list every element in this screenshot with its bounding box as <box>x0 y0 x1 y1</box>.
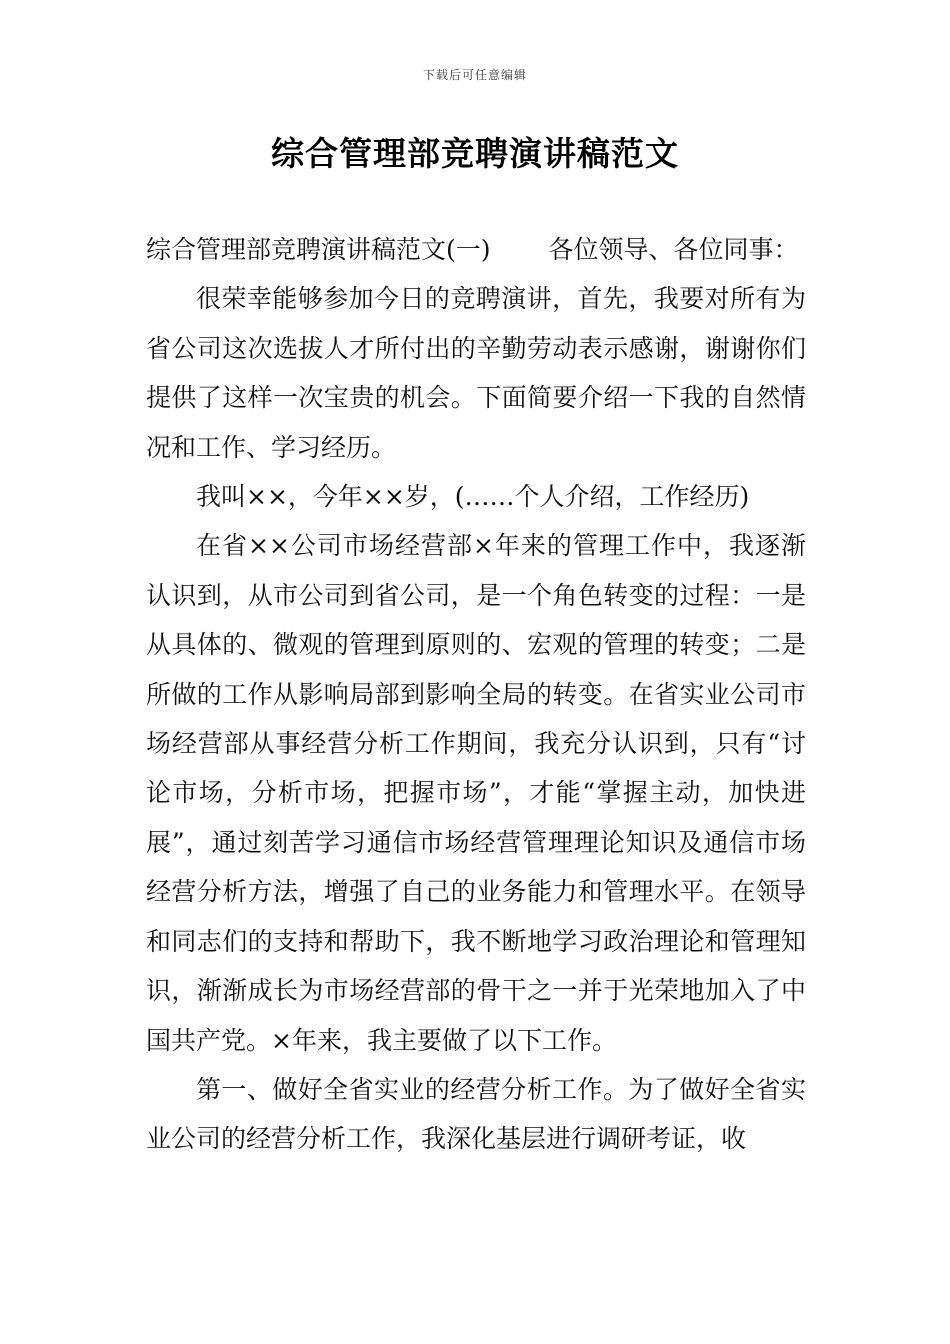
document-subtitle: 综合管理部竞聘演讲稿范文(一) <box>146 235 491 264</box>
document-body <box>146 225 806 1164</box>
document-title: 综合管理部竞聘演讲稿范文 <box>271 134 679 173</box>
paragraph-2: 我叫××，今年××岁，(……个人介绍，工作经历) <box>196 482 750 512</box>
header-note: 下载后可任意编辑 <box>422 68 527 82</box>
opening-line <box>146 225 806 274</box>
paragraph-1: 很荣幸能够参加今日的竞聘演讲，首先，我要对所有为省公司这次选拔人才所付出的辛勤劳动表示感谢，谢谢你们提供了这样一次宝贵的机会。下面简要介绍一下我的自然情况和工作、学习经历。 <box>146 284 806 462</box>
salutation: 各位领导、各位同事： <box>548 235 799 264</box>
paragraph-3: 在省××公司市场经营部×年来的管理工作中，我逐渐认识到，从市公司到省公司，是一个角色转变的过程：一是从具体的、微观的管理到原则的、宏观的管理的转变；二是所做的工作从影响局部到影响全局的转变。在省实业公司市场经营部从事经营分析工作期间，我充分认识到，只有“讨论市场，分析市场，把握市场”，才能“掌握主动，加快进展”，通过刻苦学习通信市场经营管理理论知识及通信市场经营分析方法，增强了自己的业务能力和管理水平。在领导和同志们的支持和帮助下，我不断地学习政治理论和管理知识，渐渐成长为市场经营部的骨干之一并于光荣地加入了中国共产党。×年来，我主要做了以下工作。 <box>146 531 806 1055</box>
paragraph-4: 第一、做好全省实业的经营分析工作。为了做好全省实业公司的经营分析工作，我深化基层进行调研考证，收 <box>146 1074 806 1154</box>
